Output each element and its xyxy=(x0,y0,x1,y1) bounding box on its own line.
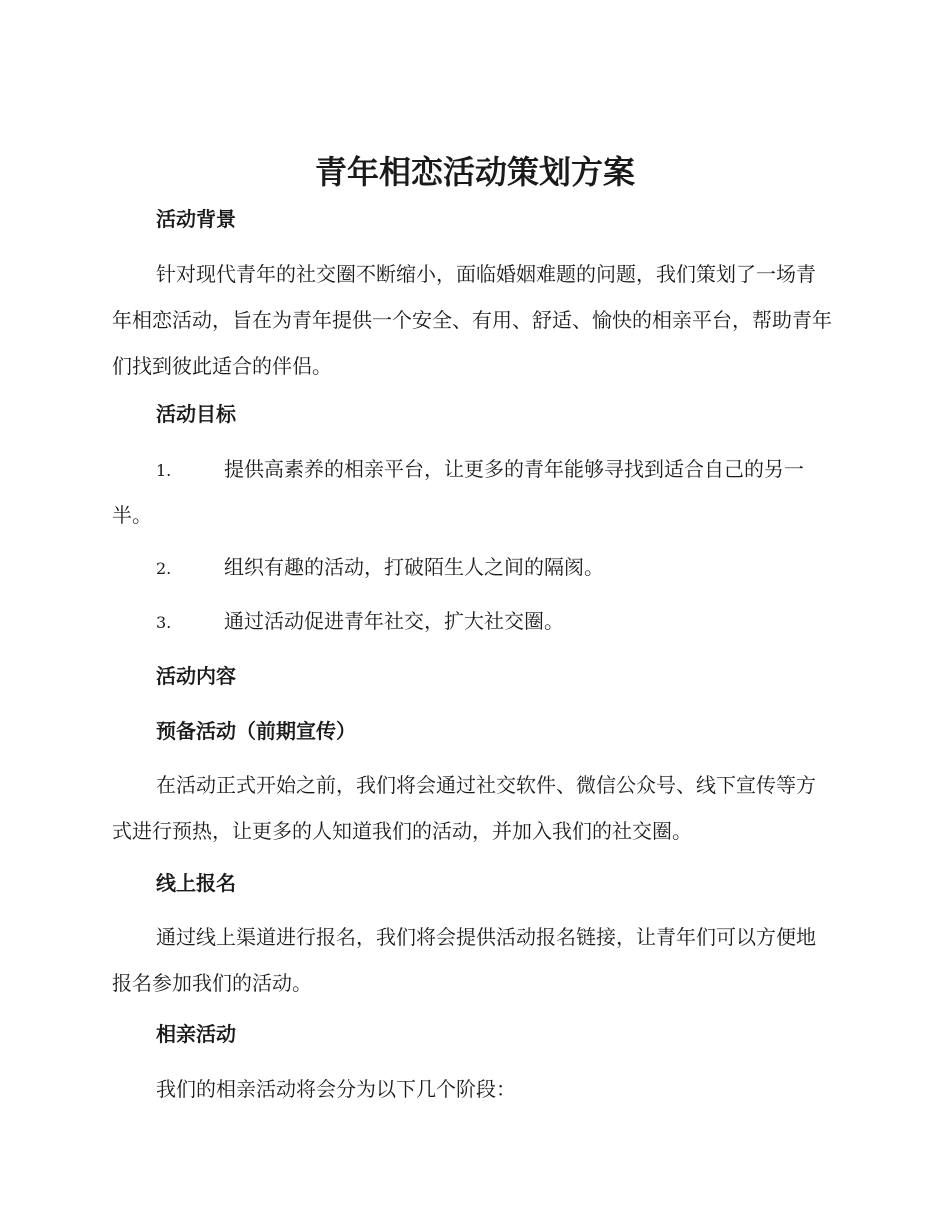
paragraph-preparation: 在活动正式开始之前，我们将会通过社交软件、微信公众号、线下宣传等方式进行预热，让更多的人知道我们的活动，并加入我们的社交圈。 xyxy=(112,773,816,843)
list-item xyxy=(112,599,834,645)
page-title: 青年相恋活动策划方案 xyxy=(314,153,635,191)
heading-content: 活动内容 xyxy=(156,664,236,688)
heading-goals: 活动目标 xyxy=(156,402,236,426)
list-item xyxy=(112,447,834,537)
list-item-number: 3. xyxy=(156,613,172,632)
heading-registration: 线上报名 xyxy=(156,871,236,895)
list-item-text: 提供高素养的相亲平台，让更多的青年能够寻找到适合自己的另一半。 xyxy=(112,457,804,527)
list-item-number: 2. xyxy=(156,559,172,578)
paragraph-registration: 通过线上渠道进行报名，我们将会提供活动报名链接，让青年们可以方便地报名参加我们的活动。 xyxy=(112,925,816,995)
list-item-text: 通过活动促进青年社交，扩大社交圈。 xyxy=(224,609,564,633)
list-item-number: 1. xyxy=(156,461,172,480)
paragraph-background: 针对现代青年的社交圈不断缩小，面临婚姻难题的问题，我们策划了一场青年相恋活动，旨在为青年提供一个安全、有用、舒适、愉快的相亲平台，帮助青年们找到彼此适合的伴侣。 xyxy=(112,262,832,378)
list-item xyxy=(112,545,834,591)
heading-preparation: 预备活动（前期宣传） xyxy=(156,719,356,743)
heading-background: 活动背景 xyxy=(156,207,236,231)
paragraph-matchmaking: 我们的相亲活动将会分为以下几个阶段： xyxy=(156,1077,516,1101)
heading-matchmaking: 相亲活动 xyxy=(156,1022,236,1046)
list-item-text: 组织有趣的活动，打破陌生人之间的隔阂。 xyxy=(224,555,604,579)
